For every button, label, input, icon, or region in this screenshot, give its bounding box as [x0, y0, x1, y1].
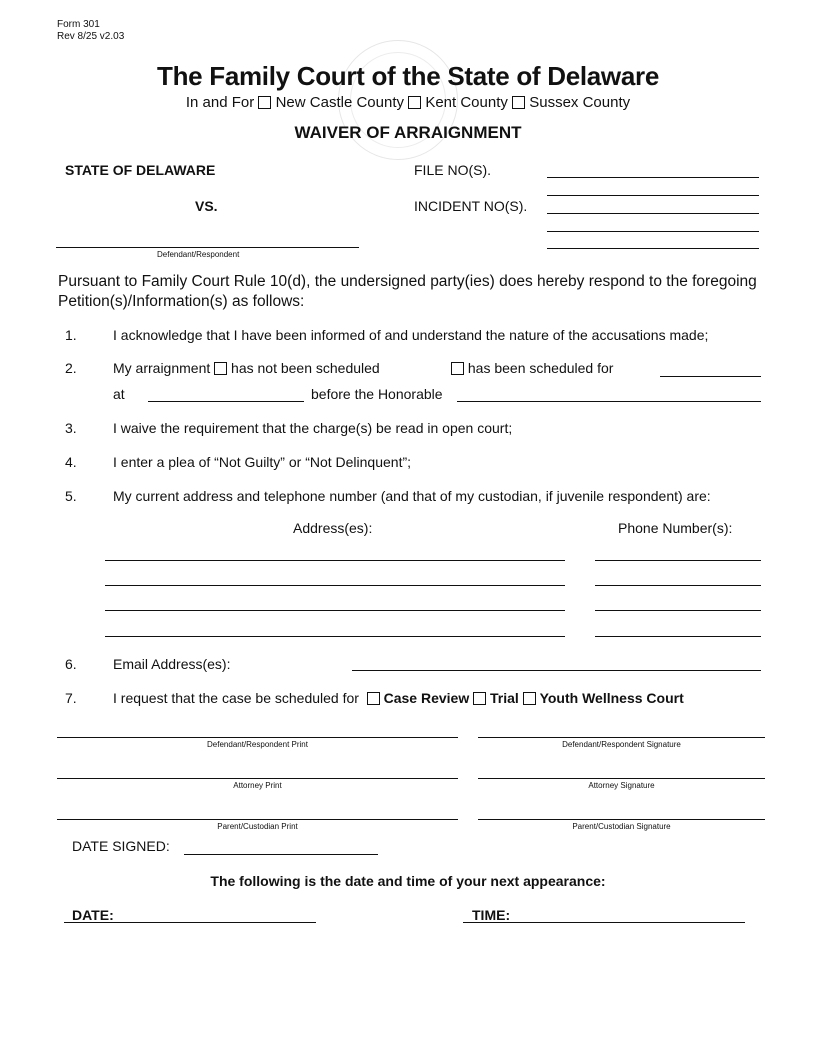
sussex-label: Sussex County — [529, 94, 631, 111]
scheduled-date-line[interactable] — [660, 376, 761, 377]
at-label: at — [113, 386, 125, 402]
intro-paragraph: Pursuant to Family Court Rule 10(d), the undersigned party(ies) does hereby respond to the foregoing Petition(s)/Information(s) as follows: — [58, 273, 757, 310]
defendant-signature-line[interactable] — [478, 737, 765, 738]
new-castle-label: New Castle County — [275, 94, 404, 111]
versus-label: VS. — [195, 198, 218, 214]
item-4-number: 4. — [65, 454, 77, 470]
incident-no-line-1[interactable] — [547, 213, 759, 214]
youth-wellness-label: Youth Wellness Court — [539, 690, 684, 706]
address-line-1[interactable] — [105, 560, 565, 561]
item-1-text: I acknowledge that I have been informed of and understand the nature of the accusations made; — [113, 327, 709, 343]
form-number: Form 301 — [57, 19, 100, 30]
new-castle-checkbox[interactable] — [258, 96, 271, 109]
attorney-print-label: Attorney Print — [233, 781, 282, 790]
item-6-text: Email Address(es): — [113, 656, 231, 672]
item-7-text: I request that the case be scheduled for — [113, 690, 359, 706]
case-review-label: Case Review — [383, 690, 470, 706]
address-line-3[interactable] — [105, 610, 565, 611]
parent-signature-label: Parent/Custodian Signature — [572, 822, 671, 831]
appearance-date-label: DATE: — [72, 907, 114, 923]
item-2-number: 2. — [65, 360, 77, 376]
phone-line-4[interactable] — [595, 636, 761, 637]
address-line-2[interactable] — [105, 585, 565, 586]
trial-checkbox[interactable] — [473, 692, 486, 705]
trial-label: Trial — [490, 690, 519, 706]
file-no-line-1[interactable] — [547, 177, 759, 178]
item-2-scheduled — [451, 360, 613, 376]
incident-no-line-2[interactable] — [547, 231, 759, 232]
not-scheduled-checkbox[interactable] — [214, 362, 227, 375]
defendant-label: Defendant/Respondent — [157, 250, 240, 259]
state-of-delaware: STATE OF DELAWARE — [65, 162, 216, 178]
item-1-number: 1. — [65, 327, 77, 343]
phone-line-2[interactable] — [595, 585, 761, 586]
phone-line-3[interactable] — [595, 610, 761, 611]
scheduled-time-line[interactable] — [148, 401, 304, 402]
file-no-label: FILE NO(S). — [414, 162, 492, 178]
attorney-signature-label: Attorney Signature — [588, 781, 655, 790]
kent-label: Kent County — [425, 94, 508, 111]
defendant-name-line[interactable] — [56, 247, 359, 248]
parent-print-line[interactable] — [57, 819, 458, 820]
incident-no-line-3[interactable] — [547, 248, 759, 249]
not-scheduled-label: has not been scheduled — [231, 360, 380, 376]
form-revision: Rev 8/25 v2.03 — [57, 31, 125, 42]
appearance-time-line[interactable] — [463, 922, 745, 923]
attorney-signature-line[interactable] — [478, 778, 765, 779]
item-2-text: My arraignment — [113, 360, 211, 376]
form-number-block — [57, 19, 124, 43]
appearance-date-line[interactable] — [64, 922, 316, 923]
in-and-for-label: In and For — [185, 94, 255, 111]
attorney-print-line[interactable] — [57, 778, 458, 779]
phone-label: Phone Number(s): — [618, 520, 733, 536]
phone-line-1[interactable] — [595, 560, 761, 561]
next-appearance-heading: The following is the date and time of your next appearance: — [210, 873, 606, 889]
email-line[interactable] — [352, 670, 761, 671]
item-7-number: 7. — [65, 690, 77, 706]
file-no-line-2[interactable] — [547, 195, 759, 196]
item-4-text: I enter a plea of “Not Guilty” or “Not Delinquent”; — [113, 454, 412, 470]
parent-signature-line[interactable] — [478, 819, 765, 820]
scheduled-label: has been scheduled for — [467, 360, 614, 376]
document-title: WAIVER OF ARRAIGNMENT — [294, 123, 522, 142]
address-label: Address(es): — [293, 520, 373, 536]
parent-print-label: Parent/Custodian Print — [217, 822, 298, 831]
incident-no-label: INCIDENT NO(S). — [414, 198, 528, 214]
item-5-text: My current address and telephone number (and that of my custodian, if juvenile respondent) are: — [113, 488, 711, 504]
defendant-print-line[interactable] — [57, 737, 458, 738]
item-2-arraignment — [113, 360, 380, 376]
youth-wellness-checkbox[interactable] — [523, 692, 536, 705]
scheduled-checkbox[interactable] — [451, 362, 464, 375]
judge-name-line[interactable] — [457, 401, 761, 402]
before-honorable-label: before the Honorable — [311, 386, 443, 402]
item-5-number: 5. — [65, 488, 77, 504]
item-3-number: 3. — [65, 420, 77, 436]
defendant-signature-label: Defendant/Respondent Signature — [562, 740, 681, 749]
item-3-text: I waive the requirement that the charge(s) be read in open court; — [113, 420, 513, 436]
appearance-time-label: TIME: — [472, 907, 511, 923]
kent-checkbox[interactable] — [408, 96, 421, 109]
case-review-checkbox[interactable] — [367, 692, 380, 705]
county-selection — [0, 94, 816, 111]
defendant-print-label: Defendant/Respondent Print — [207, 740, 308, 749]
date-signed-line[interactable] — [184, 854, 378, 855]
item-6-number: 6. — [65, 656, 77, 672]
sussex-checkbox[interactable] — [512, 96, 525, 109]
date-signed-label: DATE SIGNED: — [72, 838, 170, 854]
court-title: The Family Court of the State of Delaware — [156, 61, 659, 91]
item-7-options — [113, 690, 684, 706]
address-line-4[interactable] — [105, 636, 565, 637]
